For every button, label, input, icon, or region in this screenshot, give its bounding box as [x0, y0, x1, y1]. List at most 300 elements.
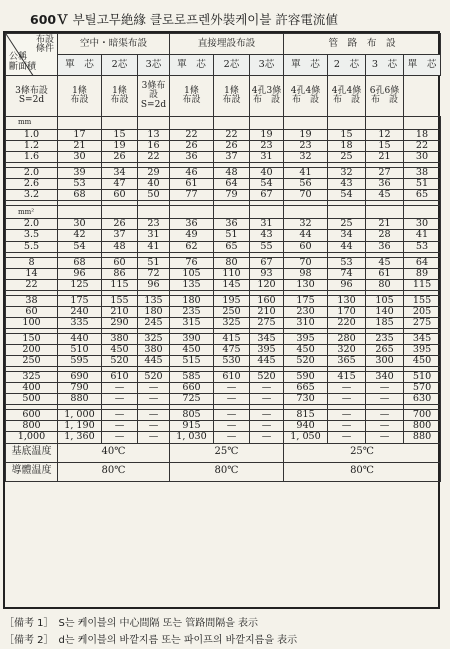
ampacity-cell: — [214, 421, 250, 432]
ampacity-cell: 62 [170, 241, 214, 252]
condition-header: 1條 布設 [214, 76, 250, 117]
ampacity-cell: 79 [214, 190, 250, 201]
unit-spacer [250, 117, 284, 130]
ampacity-cell: 250 [214, 306, 250, 317]
table-row [6, 152, 441, 163]
ampacity-cell: 1, 190 [58, 421, 102, 432]
ampacity-cell: 235 [366, 333, 404, 344]
unit-spacer [366, 206, 404, 219]
ampacity-cell: 135 [138, 295, 170, 306]
ampacity-cell: 36 [170, 152, 214, 163]
size-cell: 600 [6, 410, 58, 421]
table-row [6, 356, 441, 367]
ampacity-cell: 380 [138, 345, 170, 356]
table-row [6, 219, 441, 230]
unit-spacer [170, 117, 214, 130]
unit-spacer [250, 206, 284, 219]
ampacity-cell: 56 [284, 179, 328, 190]
ampacity-cell: 34 [102, 168, 138, 179]
ampacity-cell: 72 [138, 268, 170, 279]
ampacity-cell: 585 [170, 372, 214, 383]
ampacity-cell: 450 [284, 345, 328, 356]
ampacity-cell: 135 [170, 279, 214, 290]
ampacity-cell: 98 [284, 268, 328, 279]
ampacity-cell: 125 [58, 279, 102, 290]
ampacity-table-frame [3, 31, 440, 609]
table-row [6, 230, 441, 241]
ampacity-cell: 36 [366, 241, 404, 252]
ampacity-cell: 12 [366, 130, 404, 141]
table-row [6, 306, 441, 317]
ampacity-cell: 275 [404, 317, 441, 328]
table-row [6, 372, 441, 383]
ampacity-cell: 915 [170, 421, 214, 432]
ampacity-cell: — [366, 432, 404, 443]
ampacity-cell: 725 [170, 394, 214, 405]
ampacity-cell: 43 [328, 179, 366, 190]
ampacity-cell: 96 [138, 279, 170, 290]
ampacity-cell: 18 [404, 130, 441, 141]
ampacity-cell: 280 [328, 333, 366, 344]
ampacity-cell: 65 [404, 190, 441, 201]
ampacity-cell: 145 [214, 279, 250, 290]
ampacity-cell: 195 [214, 295, 250, 306]
ampacity-cell: — [138, 410, 170, 421]
unit-spacer [284, 117, 328, 130]
ampacity-cell: 30 [404, 219, 441, 230]
ampacity-cell: 22 [214, 130, 250, 141]
table-row [6, 168, 441, 179]
unit-spacer [214, 206, 250, 219]
core-header: 單 芯 [404, 55, 441, 76]
ampacity-cell: 53 [404, 241, 441, 252]
ampacity-cell: 690 [58, 372, 102, 383]
ampacity-cell: — [328, 394, 366, 405]
ampacity-cell: — [138, 383, 170, 394]
ampacity-cell: — [138, 432, 170, 443]
ampacity-cell: 36 [214, 219, 250, 230]
ampacity-cell: 44 [328, 241, 366, 252]
ampacity-cell: 40 [250, 168, 284, 179]
ampacity-cell: 105 [170, 268, 214, 279]
core-header: 3芯 [250, 55, 284, 76]
ampacity-cell: 36 [170, 219, 214, 230]
size-cell: 1.2 [6, 141, 58, 152]
ampacity-cell: 45 [366, 190, 404, 201]
ampacity-cell: 235 [170, 306, 214, 317]
ampacity-cell: 30 [58, 152, 102, 163]
ampacity-cell: — [250, 394, 284, 405]
ampacity-cell: 60 [284, 241, 328, 252]
ampacity-cell: 54 [250, 179, 284, 190]
group-buried: 直接埋設布設 [170, 34, 284, 55]
ampacity-cell: 26 [102, 152, 138, 163]
ampacity-cell: 29 [138, 168, 170, 179]
ampacity-cell: 1, 360 [58, 432, 102, 443]
ampacity-cell: 26 [102, 219, 138, 230]
condition-header: 1條 布設 [102, 76, 138, 117]
unit-spacer [284, 206, 328, 219]
ampacity-cell: 325 [138, 333, 170, 344]
size-cell: 325 [6, 372, 58, 383]
ampacity-cell: 365 [328, 356, 366, 367]
ampacity-cell: 64 [404, 257, 441, 268]
ampacity-cell: 665 [284, 383, 328, 394]
ampacity-cell: 510 [404, 372, 441, 383]
ampacity-cell: 800 [404, 421, 441, 432]
ampacity-cell: 19 [102, 141, 138, 152]
ampacity-cell: 880 [58, 394, 102, 405]
ampacity-cell: 570 [404, 383, 441, 394]
ampacity-cell: 595 [58, 356, 102, 367]
ampacity-cell: 1, 050 [284, 432, 328, 443]
ampacity-cell: 520 [138, 372, 170, 383]
ampacity-cell: — [328, 432, 366, 443]
ampacity-cell: 315 [170, 317, 214, 328]
ampacity-cell: 180 [170, 295, 214, 306]
ampacity-cell: 23 [284, 141, 328, 152]
table-row [6, 190, 441, 201]
ampacity-cell: — [214, 432, 250, 443]
core-header: 2芯 [102, 55, 138, 76]
core-header: 單 芯 [284, 55, 328, 76]
ampacity-cell: 13 [138, 130, 170, 141]
ampacity-cell: 700 [404, 410, 441, 421]
ampacity-cell: 520 [102, 356, 138, 367]
size-cell: 8 [6, 257, 58, 268]
ampacity-cell: 170 [328, 306, 366, 317]
core-header: 2芯 [214, 55, 250, 76]
ampacity-cell: 76 [170, 257, 214, 268]
ampacity-cell: 48 [102, 241, 138, 252]
table-row [6, 257, 441, 268]
ampacity-cell: 40 [138, 179, 170, 190]
core-header: 單 芯 [170, 55, 214, 76]
table-row [6, 394, 441, 405]
ampacity-cell: 61 [366, 268, 404, 279]
ampacity-cell: 175 [58, 295, 102, 306]
ampacity-cell: 38 [404, 168, 441, 179]
ampacity-cell: 515 [170, 356, 214, 367]
ampacity-cell: 815 [284, 410, 328, 421]
ampacity-cell: 210 [250, 306, 284, 317]
ampacity-cell: 41 [138, 241, 170, 252]
ampacity-cell: 17 [58, 130, 102, 141]
table-row [6, 179, 441, 190]
conductor-temp-label: 導體温度 [6, 462, 58, 481]
unit-spacer [214, 117, 250, 130]
core-header: 3芯 [138, 55, 170, 76]
ampacity-cell: 47 [102, 179, 138, 190]
ampacity-cell: 730 [284, 394, 328, 405]
ampacity-cell: 120 [250, 279, 284, 290]
ampacity-cell: 395 [250, 345, 284, 356]
ampacity-cell: 345 [404, 333, 441, 344]
note-2: ［備考 2］ d는 케이블의 바깥지름 또는 파이프의 바깥지름을 表示 [4, 635, 298, 646]
ampacity-cell: 28 [366, 230, 404, 241]
ampacity-cell: — [138, 421, 170, 432]
ampacity-cell: 51 [138, 257, 170, 268]
ampacity-cell: 205 [404, 306, 441, 317]
base-temp-value: 40℃ [58, 443, 170, 462]
ampacity-cell: 19 [284, 130, 328, 141]
condition-header: 4孔3條 布 設 [250, 76, 284, 117]
ampacity-cell: 77 [170, 190, 214, 201]
ampacity-cell: 590 [284, 372, 328, 383]
ampacity-cell: 660 [170, 383, 214, 394]
ampacity-table [5, 33, 441, 482]
ampacity-cell: 65 [214, 241, 250, 252]
ampacity-cell: 74 [328, 268, 366, 279]
ampacity-cell: 445 [250, 356, 284, 367]
table-title [30, 10, 338, 28]
table-row [6, 317, 441, 328]
ampacity-cell: 25 [328, 152, 366, 163]
ampacity-cell: 41 [404, 230, 441, 241]
ampacity-cell: 64 [214, 179, 250, 190]
ampacity-cell: 510 [58, 345, 102, 356]
ampacity-cell: — [102, 432, 138, 443]
base-temp-label: 基底温度 [6, 443, 58, 462]
ampacity-cell: — [366, 421, 404, 432]
ampacity-cell: 105 [366, 295, 404, 306]
ampacity-cell: 80 [366, 279, 404, 290]
data-rows [6, 117, 441, 444]
ampacity-cell: 475 [214, 345, 250, 356]
ampacity-cell: 45 [366, 257, 404, 268]
ampacity-cell: 210 [102, 306, 138, 317]
ampacity-cell: 520 [250, 372, 284, 383]
ampacity-cell: — [214, 394, 250, 405]
ampacity-cell: — [102, 383, 138, 394]
ampacity-cell: 42 [58, 230, 102, 241]
ampacity-cell: 32 [284, 152, 328, 163]
ampacity-cell: 325 [214, 317, 250, 328]
ampacity-cell: 805 [170, 410, 214, 421]
ampacity-cell: 245 [138, 317, 170, 328]
ampacity-cell: — [366, 410, 404, 421]
title-voltage: 600Ｖ [30, 12, 69, 27]
group-air: 空中・暗渠布設 [58, 34, 170, 55]
ampacity-cell: 940 [284, 421, 328, 432]
unit-spacer [328, 117, 366, 130]
ampacity-cell: 110 [214, 268, 250, 279]
ampacity-cell: 440 [58, 333, 102, 344]
size-cell: 100 [6, 317, 58, 328]
ampacity-cell: 16 [138, 141, 170, 152]
conductor-temp-value: 80℃ [170, 462, 284, 481]
condition-header: 4孔4條 布 設 [284, 76, 328, 117]
ampacity-cell: 61 [170, 179, 214, 190]
conductor-temp-value: 80℃ [284, 462, 441, 481]
ampacity-cell: 155 [404, 295, 441, 306]
size-cell: 2.6 [6, 179, 58, 190]
table-row [6, 241, 441, 252]
ampacity-cell: 30 [404, 152, 441, 163]
table-row [6, 279, 441, 290]
ampacity-cell: 70 [284, 257, 328, 268]
ampacity-cell: 67 [250, 257, 284, 268]
ampacity-cell: — [328, 383, 366, 394]
ampacity-cell: 23 [250, 141, 284, 152]
ampacity-cell: 335 [58, 317, 102, 328]
unit-spacer [102, 117, 138, 130]
ampacity-cell: 15 [102, 130, 138, 141]
unit-label: mm [6, 117, 58, 130]
ampacity-cell: — [250, 410, 284, 421]
ampacity-cell: 320 [328, 345, 366, 356]
size-cell: 500 [6, 394, 58, 405]
size-cell: 14 [6, 268, 58, 279]
ampacity-cell: 68 [58, 190, 102, 201]
ampacity-cell: 26 [170, 141, 214, 152]
ampacity-cell: 395 [284, 333, 328, 344]
size-cell: 200 [6, 345, 58, 356]
table-row [6, 383, 441, 394]
condition-header: 6孔6條 布 設 [366, 76, 404, 117]
base-temp-value: 25℃ [170, 443, 284, 462]
ampacity-cell: 50 [138, 190, 170, 201]
size-cell: 3.2 [6, 190, 58, 201]
ampacity-cell: 27 [366, 168, 404, 179]
ampacity-cell: 130 [328, 295, 366, 306]
unit-spacer [170, 206, 214, 219]
ampacity-cell: 380 [102, 333, 138, 344]
ampacity-cell: 23 [138, 219, 170, 230]
ampacity-cell: — [102, 394, 138, 405]
ampacity-cell: 86 [102, 268, 138, 279]
condition-header: 3條布設 S=2d [138, 76, 170, 117]
size-cell: 5.5 [6, 241, 58, 252]
ampacity-cell: 67 [250, 190, 284, 201]
ampacity-cell: — [138, 394, 170, 405]
ampacity-cell: 22 [138, 152, 170, 163]
ampacity-cell: 21 [366, 219, 404, 230]
ampacity-cell: 30 [58, 219, 102, 230]
size-cell: 1.0 [6, 130, 58, 141]
condition-header: 1條 布設 [58, 76, 102, 117]
unit-spacer [404, 117, 441, 130]
unit-spacer [138, 117, 170, 130]
title-text: 부틸고무絶緣 클로로프렌外裝케이블 許容電流値 [72, 12, 338, 27]
table-row [6, 333, 441, 344]
table-row [6, 141, 441, 152]
note-1: ［備考 1］ S는 케이블의 中心間隔 또는 管路間隔을 表示 [4, 618, 259, 629]
ampacity-cell: 32 [328, 168, 366, 179]
ampacity-cell: — [250, 421, 284, 432]
ampacity-cell: — [214, 383, 250, 394]
ampacity-cell: 41 [284, 168, 328, 179]
ampacity-cell: 96 [58, 268, 102, 279]
ampacity-cell: 43 [250, 230, 284, 241]
header-corner [6, 34, 58, 76]
ampacity-cell: 68 [58, 257, 102, 268]
ampacity-cell: 155 [102, 295, 138, 306]
size-cell: 60 [6, 306, 58, 317]
base-temp-value: 25℃ [284, 443, 441, 462]
ampacity-cell: 300 [366, 356, 404, 367]
size-cell: 22 [6, 279, 58, 290]
ampacity-cell: 54 [58, 241, 102, 252]
size-cell: 1.6 [6, 152, 58, 163]
ampacity-cell: — [102, 410, 138, 421]
ampacity-cell: 22 [404, 141, 441, 152]
corner-bottom-label: 公稱 斷面積 [9, 52, 37, 72]
ampacity-cell: 160 [250, 295, 284, 306]
table-row [6, 130, 441, 141]
ampacity-cell: — [250, 432, 284, 443]
ampacity-cell: 70 [284, 190, 328, 201]
ampacity-cell: 19 [250, 130, 284, 141]
conductor-temp-value: 80℃ [58, 462, 170, 481]
ampacity-cell: 21 [58, 141, 102, 152]
size-cell: 250 [6, 356, 58, 367]
ampacity-cell: 180 [138, 306, 170, 317]
ampacity-cell: 31 [250, 219, 284, 230]
size-cell: 2.0 [6, 168, 58, 179]
core-header: 3 芯 [366, 55, 404, 76]
ampacity-cell: 450 [102, 345, 138, 356]
table-row [6, 432, 441, 443]
ampacity-cell: 630 [404, 394, 441, 405]
ampacity-cell: 530 [214, 356, 250, 367]
ampacity-cell: 80 [214, 257, 250, 268]
ampacity-cell: 18 [328, 141, 366, 152]
ampacity-cell: 230 [284, 306, 328, 317]
ampacity-cell: 520 [284, 356, 328, 367]
ampacity-cell: 51 [404, 179, 441, 190]
ampacity-cell: 220 [328, 317, 366, 328]
ampacity-cell: 415 [328, 372, 366, 383]
ampacity-cell: 26 [214, 141, 250, 152]
size-cell: 3.5 [6, 230, 58, 241]
ampacity-cell: — [250, 383, 284, 394]
unit-label: mm² [6, 206, 58, 219]
ampacity-cell: 39 [58, 168, 102, 179]
ampacity-cell: 46 [170, 168, 214, 179]
core-header: 2 芯 [328, 55, 366, 76]
ampacity-cell: 450 [404, 356, 441, 367]
ampacity-cell: — [328, 421, 366, 432]
ampacity-cell: — [366, 394, 404, 405]
ampacity-cell: 31 [138, 230, 170, 241]
unit-spacer [102, 206, 138, 219]
ampacity-cell: 390 [170, 333, 214, 344]
ampacity-cell: 1, 030 [170, 432, 214, 443]
table-row [6, 410, 441, 421]
table-row [6, 421, 441, 432]
table-row [6, 345, 441, 356]
size-cell: 38 [6, 295, 58, 306]
ampacity-cell: 89 [404, 268, 441, 279]
unit-spacer [366, 117, 404, 130]
corner-top-label: 布設 條件 [35, 35, 54, 55]
ampacity-cell: 395 [404, 345, 441, 356]
ampacity-cell: 37 [102, 230, 138, 241]
unit-spacer [58, 206, 102, 219]
ampacity-cell: 60 [102, 257, 138, 268]
ampacity-cell: 610 [102, 372, 138, 383]
ampacity-cell: 265 [366, 345, 404, 356]
ampacity-cell: 790 [58, 383, 102, 394]
ampacity-cell: — [366, 383, 404, 394]
ampacity-cell: 445 [138, 356, 170, 367]
unit-spacer [138, 206, 170, 219]
ampacity-cell: 31 [250, 152, 284, 163]
ampacity-cell: 60 [102, 190, 138, 201]
ampacity-cell: 49 [170, 230, 214, 241]
ampacity-cell: 115 [102, 279, 138, 290]
